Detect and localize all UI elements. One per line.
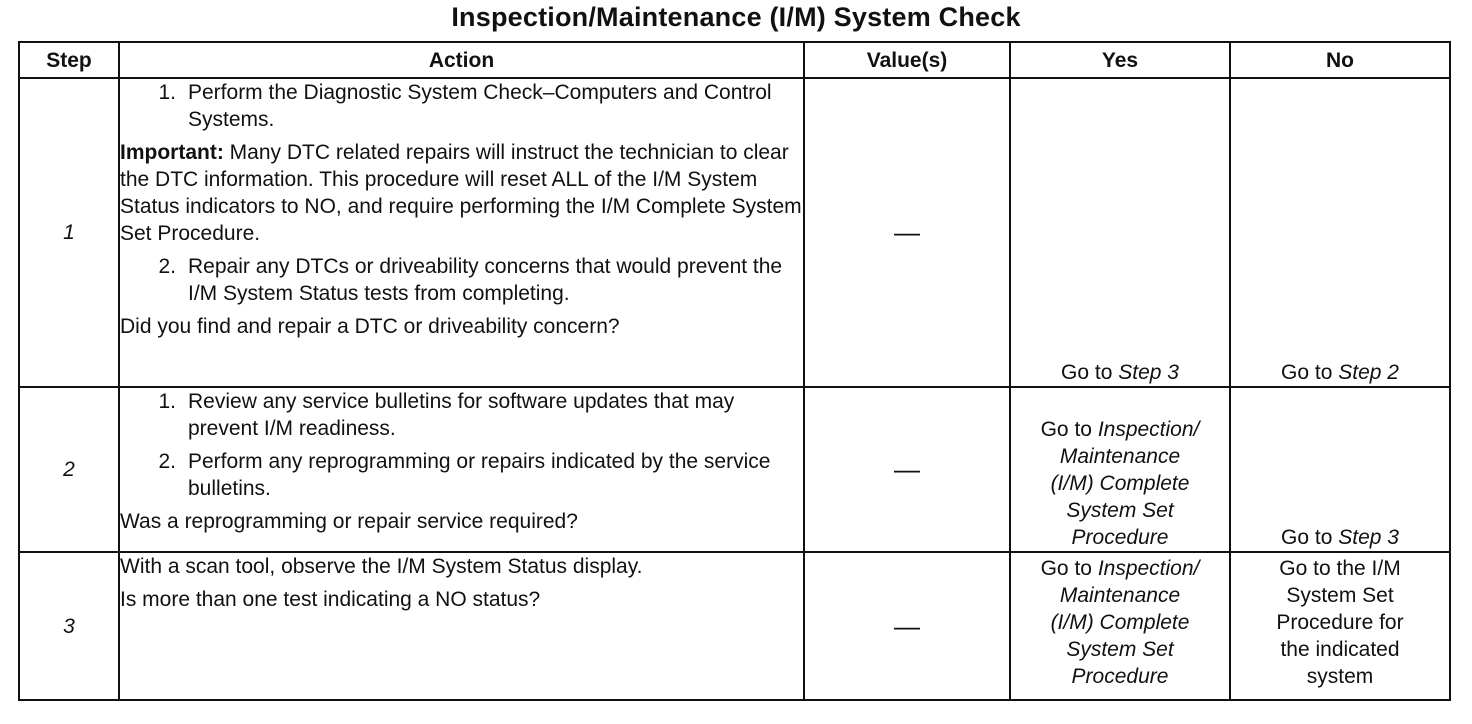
yes-link[interactable]: Step 3 (1118, 361, 1179, 384)
no-text: system (1306, 665, 1374, 688)
value-cell: — (804, 78, 1010, 387)
yes-link[interactable]: Maintenance (1059, 584, 1181, 607)
table-row (19, 387, 1450, 552)
yes-cell (1010, 387, 1230, 552)
numbered-item (120, 253, 803, 307)
yes-link[interactable]: (I/M) Complete (1050, 611, 1190, 634)
no-cell (1230, 78, 1450, 387)
important-note (120, 139, 803, 247)
numbered-item (120, 448, 803, 502)
item-text: Perform the Diagnostic System Check–Computers and Control Systems. (188, 81, 772, 131)
system-check-table (18, 41, 1451, 701)
table-header-row (19, 42, 1450, 78)
question-text: Did you find and repair a DTC or driveability concern? (120, 315, 620, 338)
item-text: Perform any reprogramming or repairs indicated by the service bulletins. (188, 450, 771, 500)
no-text: the indicated (1280, 638, 1400, 661)
question-text: Is more than one test indicating a NO status? (120, 588, 541, 611)
page-title: Inspection/Maintenance (I/M) System Check (451, 2, 1021, 32)
table-row (19, 552, 1450, 700)
value-cell: — (804, 552, 1010, 700)
no-link[interactable]: Step 3 (1338, 526, 1399, 549)
no-text: Go to the I/M (1279, 557, 1401, 580)
question-text: Was a reprogramming or repair service required? (120, 510, 578, 533)
step-number: 3 (19, 552, 119, 700)
value-cell: — (804, 387, 1010, 552)
item-number: 1. (158, 81, 176, 104)
no-cell (1230, 387, 1450, 552)
action-cell (119, 387, 804, 552)
important-label: Important: (120, 141, 224, 164)
action-cell (119, 78, 804, 387)
yes-link[interactable]: (I/M) Complete (1050, 472, 1190, 495)
yes-link[interactable]: Procedure (1071, 665, 1169, 688)
item-number: 2. (158, 450, 176, 473)
numbered-item (120, 388, 803, 442)
action-cell (119, 552, 804, 700)
yes-link[interactable]: System Set (1066, 638, 1174, 661)
action-text: With a scan tool, observe the I/M System Status display. (120, 555, 643, 578)
header-values: Value(s) (804, 42, 1010, 78)
important-text: Many DTC related repairs will instruct the technician to clear the DTC information. This procedure will reset ALL of the I/M System Status indicators to NO, and require performing the I/M Complete System Set Procedure. (120, 141, 802, 245)
step-number: 2 (19, 387, 119, 552)
yes-cell (1010, 552, 1230, 700)
numbered-item (120, 79, 803, 133)
yes-link[interactable]: Maintenance (1059, 445, 1181, 468)
item-text: Repair any DTCs or driveability concerns that would prevent the I/M System Status tests from completing. (188, 255, 783, 305)
no-prefix: Go to (1281, 361, 1333, 384)
yes-link[interactable]: Inspection/ (1097, 418, 1200, 441)
no-cell (1230, 552, 1450, 700)
yes-prefix: Go to (1040, 418, 1092, 441)
header-yes: Yes (1010, 42, 1230, 78)
item-text: Review any service bulletins for software updates that may prevent I/M readiness. (188, 390, 735, 440)
yes-cell (1010, 78, 1230, 387)
table-row (19, 78, 1450, 387)
no-prefix: Go to (1281, 526, 1333, 549)
header-action: Action (119, 42, 804, 78)
no-text: Procedure for (1276, 611, 1404, 634)
header-step: Step (19, 42, 119, 78)
yes-link[interactable]: Inspection/ (1097, 557, 1200, 580)
step-number: 1 (19, 78, 119, 387)
header-no: No (1230, 42, 1450, 78)
item-number: 1. (158, 390, 176, 413)
item-number: 2. (158, 255, 176, 278)
yes-prefix: Go to (1040, 557, 1092, 580)
yes-link[interactable]: Procedure (1071, 526, 1169, 549)
yes-prefix: Go to (1061, 361, 1113, 384)
yes-link[interactable]: System Set (1066, 499, 1174, 522)
no-text: System Set (1286, 584, 1394, 607)
no-link[interactable]: Step 2 (1338, 361, 1399, 384)
